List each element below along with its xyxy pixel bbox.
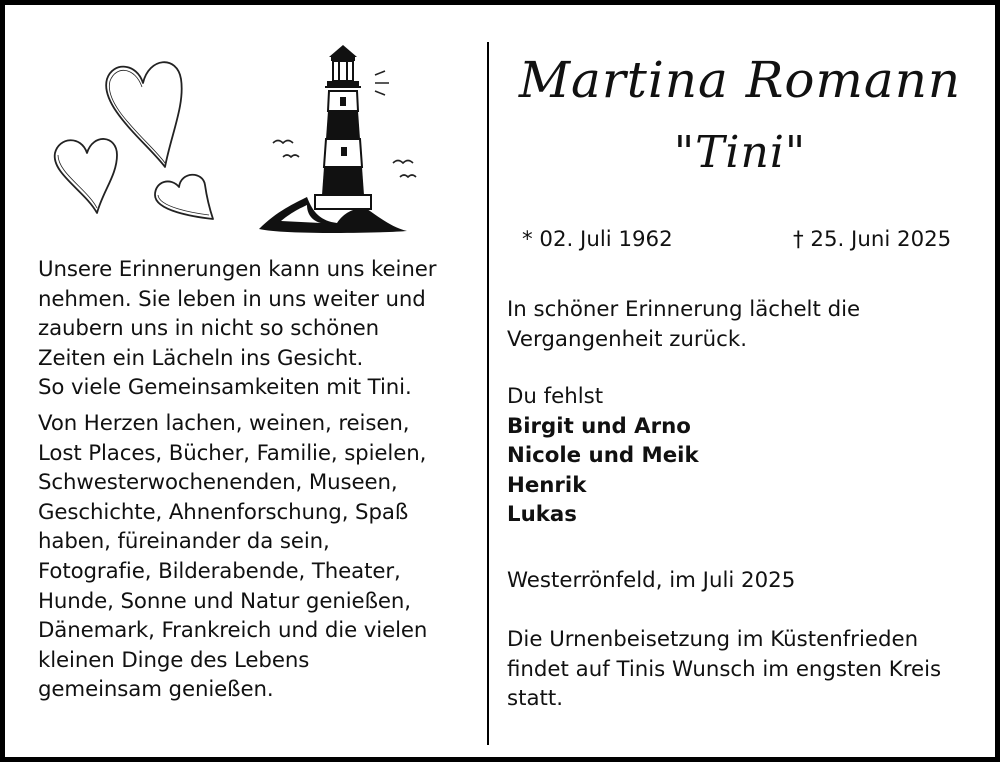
- text-line: Unsere Erinnerungen kann uns keiner: [38, 257, 437, 282]
- text-line: Zeiten ein Lächeln ins Gesicht.: [38, 345, 364, 371]
- column-divider: [487, 42, 489, 745]
- memories-paragraph: [38, 255, 478, 403]
- seagull-icon: [283, 155, 299, 157]
- text-line: Vergangenheit zurück.: [507, 326, 747, 352]
- mourner-name: Lukas: [507, 502, 577, 528]
- mourner-name: Henrik: [507, 472, 587, 498]
- lighthouse-icon: [315, 45, 371, 209]
- text-line: Hunde, Sonne und Natur genießen,: [38, 588, 411, 614]
- text-line: Die Urnenbeisetzung im Küstenfrieden: [507, 627, 919, 652]
- burial-notice: [507, 625, 977, 714]
- text-line: Von Herzen lachen, weinen, reisen,: [38, 410, 410, 436]
- text-line: gemeinsam genießen.: [38, 677, 274, 703]
- text-line: nehmen. Sie leben in uns weiter und: [38, 286, 426, 312]
- deceased-nickname: "Tini": [673, 127, 807, 178]
- decorative-illustration: [45, 35, 445, 245]
- text-line: Dänemark, Frankreich und die vielen: [38, 618, 428, 644]
- text-line: In schöner Erinnerung lächelt die: [507, 297, 861, 322]
- text-line: findet auf Tinis Wunsch im engsten Kreis: [507, 656, 942, 682]
- text-line: So viele Gemeinsamkeiten mit Tini.: [38, 375, 412, 401]
- death-date: † 25. Juni 2025: [793, 227, 952, 252]
- text-line: Schwesterwochenenden, Museen,: [38, 470, 398, 496]
- shared-interests-paragraph: [38, 409, 478, 705]
- seagull-icon: [400, 175, 416, 177]
- heart-icon: [55, 139, 117, 213]
- mourner-name: Nicole und Meik: [507, 443, 699, 469]
- text-line: Fotografie, Bilderabende, Theater,: [38, 558, 401, 584]
- text-line: zaubern uns in nicht so schönen: [38, 316, 380, 342]
- text-line: Lost Places, Bücher, Familie, spielen,: [38, 440, 427, 466]
- mourners-intro: Du fehlst: [507, 384, 604, 409]
- seagull-icon: [393, 161, 413, 164]
- mourner-name: Birgit und Arno: [507, 413, 691, 439]
- seagull-icon: [273, 141, 293, 144]
- place-and-date: Westerrönfeld, im Juli 2025: [507, 568, 796, 593]
- text-line: Geschichte, Ahnenforschung, Spaß: [38, 499, 409, 525]
- heart-icon: [155, 175, 213, 219]
- text-line: kleinen Dinge des Lebens: [38, 647, 310, 673]
- memory-quote: [507, 295, 977, 354]
- memories-text: [38, 255, 478, 705]
- mourners-section: [507, 382, 977, 530]
- birth-date: * 02. Juli 1962: [522, 227, 673, 252]
- text-line: haben, füreinander da sein,: [38, 529, 330, 555]
- text-line: statt.: [507, 686, 563, 712]
- deceased-name: Martina Romann: [518, 51, 962, 109]
